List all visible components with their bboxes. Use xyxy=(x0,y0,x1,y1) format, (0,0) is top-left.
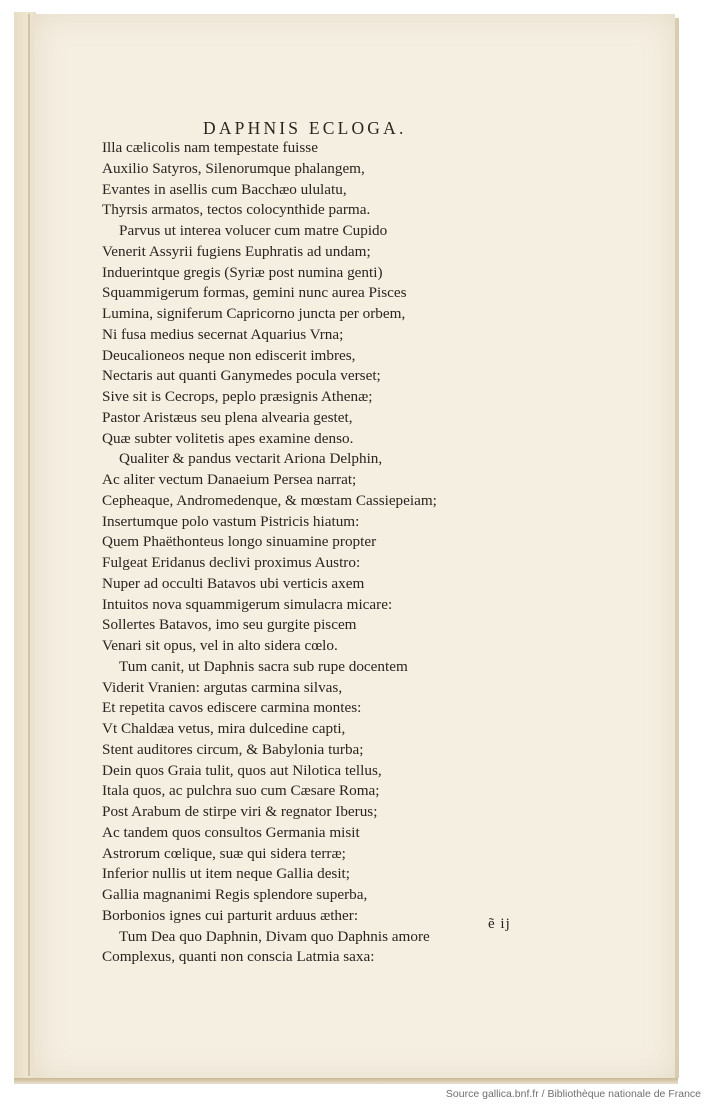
verse-line: Viderit Vranien: argutas carmina silvas, xyxy=(102,678,343,696)
verse-line: Inferior nullis ut item neque Gallia desit; xyxy=(102,865,350,883)
verse-line: Nuper ad occulti Batavos ubi verticis axem xyxy=(102,574,365,592)
verse-line: Venari sit opus, vel in alto sidera cœlo. xyxy=(102,637,338,654)
verse-line: Vt Chaldæa vetus, mira dulcedine capti, xyxy=(102,720,346,737)
page-fore-edge xyxy=(675,18,679,1078)
verse-line: Quæ subter volitetis apes examine denso. xyxy=(102,429,354,447)
verse-line: Auxilio Satyros, Silenorumque phalangem, xyxy=(102,159,365,177)
page-bottom-edge xyxy=(14,1078,678,1084)
verse-line: Dein quos Graia tulit, quos aut Nilotica tellus, xyxy=(102,761,382,779)
verse-line: Et repetita cavos ediscere carmina montes: xyxy=(102,699,362,717)
source-credit: Source gallica.bnf.fr / Bibliothèque nationale de France xyxy=(445,1088,701,1100)
verse-line: Stent auditores circum, & Babylonia turba; xyxy=(102,740,364,758)
verse-line: Fulgeat Eridanus declivi proximus Austro: xyxy=(102,554,361,571)
verse-line: Complexus, quanti non conscia Latmia saxa: xyxy=(102,948,375,966)
verse-line: Nectaris aut quanti Ganymedes pocula verset; xyxy=(102,367,381,385)
verse-line: Astrorum cœlique, suæ qui sidera terræ; xyxy=(102,844,346,862)
verse-line: Parvus ut interea volucer cum matre Cupido xyxy=(119,222,388,239)
verse-line: Tum canit, ut Daphnis sacra sub rupe docentem xyxy=(119,657,408,675)
verse-line: Qualiter & pandus vectarit Ariona Delphin, xyxy=(119,450,383,468)
verse-line: Pastor Aristæus seu plena alvearia gestet, xyxy=(102,408,353,426)
verse-line: Ac aliter vectum Danaeium Persea narrat; xyxy=(102,471,357,488)
verse-line: Venerit Assyrii fugiens Euphratis ad undam; xyxy=(102,242,371,260)
verse-line: Induerintque gregis (Syriæ post numina genti) xyxy=(102,263,383,281)
book-binding-edge xyxy=(14,12,36,1080)
verse-line: Squammigerum formas, gemini nunc aurea Pisces xyxy=(102,284,407,302)
verse-line: Deucalioneos neque non ediscerit imbres, xyxy=(102,346,356,364)
verse-line: Itala quos, ac pulchra suo cum Cæsare Roma; xyxy=(102,782,380,800)
verse-line: Thyrsis armatos, tectos colocynthide parma. xyxy=(102,201,371,219)
verse-line: Intuitos nova squammigerum simulacra micare: xyxy=(102,595,393,613)
verse-line: Evantes in asellis cum Bacchæo ululatu, xyxy=(102,180,347,198)
verse-line: Quem Phaëthonteus longo sinuamine propter xyxy=(102,533,377,551)
verse-line: Sive sit is Cecrops, peplo præsignis Athenæ; xyxy=(102,388,373,405)
verse-line: Cepheaque, Andromedenque, & mœstam Cassiepeiam; xyxy=(102,491,437,509)
verse-line: Ni fusa medius secernat Aquarius Vrna; xyxy=(102,325,344,343)
verse-block xyxy=(102,138,542,968)
verse-line: Post Arabum de stirpe viri & regnator Iberus; xyxy=(102,803,378,820)
verse-line: Sollertes Batavos, imo seu gurgite piscem xyxy=(102,616,357,634)
running-head: DAPHNIS ECLOGA. xyxy=(203,118,407,138)
verse-line: Illa cælicolis nam tempestate fuisse xyxy=(102,139,318,156)
signature-mark: ẽ ij xyxy=(488,916,511,932)
binding-crease xyxy=(28,14,30,1076)
verse-line: Insertumque polo vastum Pistricis hiatum: xyxy=(102,512,360,530)
verse-line: Borbonios ignes cui parturit arduus æther: xyxy=(102,906,359,924)
verse-line: Lumina, signiferum Capricorno juncta per orbem, xyxy=(102,305,406,322)
verse-line: Ac tandem quos consultos Germania misit xyxy=(102,823,360,841)
verse-line: Gallia magnanimi Regis splendore superba, xyxy=(102,886,368,903)
verse-line: Tum Dea quo Daphnin, Divam quo Daphnis amore xyxy=(119,927,430,945)
